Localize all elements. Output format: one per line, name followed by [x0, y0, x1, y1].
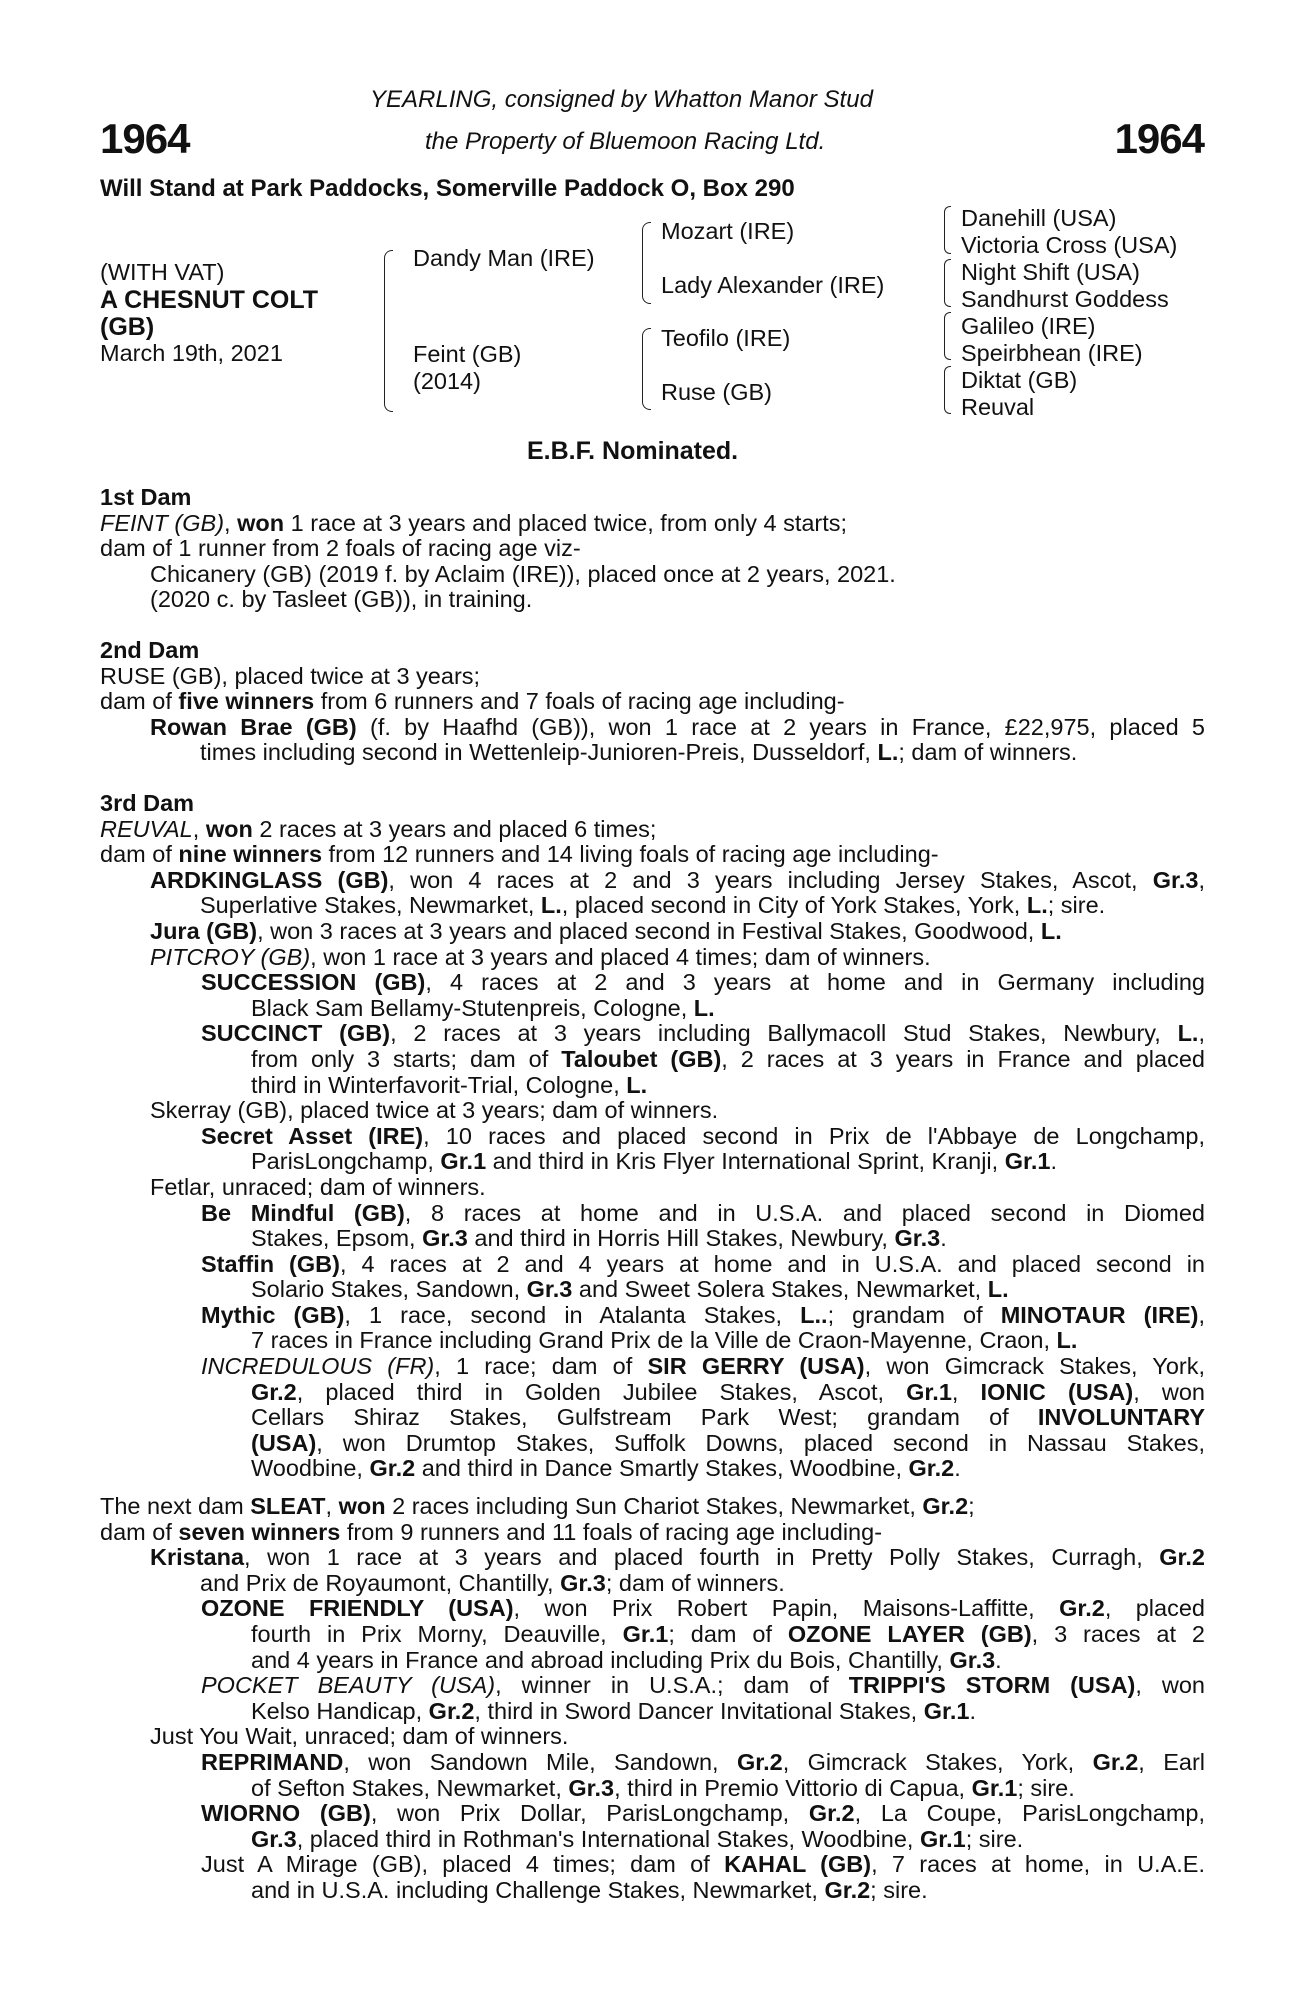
bold-text: Gr.1: [919, 1825, 966, 1852]
text-run: times including second in Wettenleip-Junioren-Preis, Dusseldorf,: [200, 739, 878, 766]
dam-line: [100, 1252, 1205, 1278]
bold-text: Gr.1: [1004, 1148, 1051, 1175]
text-run: from 9 runners and 11 foals of racing age including-: [340, 1518, 883, 1545]
text-run: .: [969, 1697, 976, 1724]
bold-text: L.: [1026, 892, 1048, 919]
text-run: , 4 races at 2 and 4 years at home and in U.S.A. and placed second in: [339, 1250, 1205, 1277]
bold-text: Gr.2: [908, 1455, 955, 1482]
bold-text: SUCCESSION (GB): [201, 969, 426, 996]
dam-line: [100, 511, 1205, 537]
text-run: 2 races at 3 years and placed 6 times;: [252, 815, 657, 842]
bold-text: SUCCINCT (GB): [201, 1020, 391, 1047]
pedigree-g2: Victoria Cross (USA): [961, 232, 1178, 258]
bold-text: Gr.1: [923, 1697, 970, 1724]
bold-text: Staffin (GB): [201, 1250, 340, 1277]
consignment-line-1: YEARLING, consigned by Whatton Manor Stud: [370, 86, 873, 113]
bold-text: L.: [1056, 1327, 1078, 1354]
text-run: and in U.S.A. including Challenge Stakes, Newmarket,: [251, 1876, 825, 1903]
text-run: Just You Wait, unraced; dam of winners.: [150, 1723, 569, 1750]
dam-line: [100, 1750, 1205, 1776]
text-run: from 12 runners and 14 living foals of racing age including-: [322, 841, 939, 868]
pedigree-g1: Danehill (USA): [961, 205, 1117, 231]
text-run: dam of: [100, 688, 179, 715]
text-run: ,: [224, 509, 238, 536]
text-run: 2 races including Sun Chariot Stakes, Newmarket,: [385, 1493, 923, 1519]
text-run: ,: [192, 815, 206, 842]
dam-line: [100, 945, 1205, 971]
dam-line: [100, 1098, 1205, 1124]
text-run: and third in Horris Hill Stakes, Newbury,: [467, 1225, 895, 1252]
pedigree-g4: Sandhurst Goddess: [961, 286, 1169, 312]
text-run: ; dam of: [668, 1620, 788, 1647]
bold-text: Gr.3: [422, 1225, 468, 1252]
text-run: , Earl: [1138, 1748, 1205, 1775]
text-run: , third in Sword Dancer Invitational Stakes,: [474, 1697, 924, 1724]
text-run: , won: [1133, 1378, 1205, 1405]
bold-text: Gr.3: [894, 1225, 941, 1252]
pedigree-sire: Dandy Man (IRE): [413, 245, 595, 271]
bold-text: Gr.3: [1152, 866, 1199, 893]
pedigree-dam: Feint (GB): [413, 341, 522, 367]
text-run: .: [954, 1455, 961, 1482]
text-run: ; sire.: [965, 1825, 1024, 1852]
bold-text: L.: [693, 994, 715, 1021]
text-run: ,: [951, 1378, 981, 1405]
text-run: (2020 c. by Tasleet (GB)), in training.: [150, 586, 533, 613]
text-run: from only 3 starts; dam of: [251, 1045, 562, 1072]
dam-line: [100, 1405, 1205, 1431]
dam-line: [100, 1878, 1205, 1904]
bold-text: L.: [540, 892, 562, 919]
text-run: and Sweet Solera Stakes, Newmarket,: [572, 1276, 988, 1303]
bold-text: SIR GERRY (USA): [647, 1353, 865, 1380]
italic-text: FEINT (GB): [100, 509, 225, 536]
text-run: ; sire.: [1047, 892, 1106, 919]
dam-line: [100, 893, 1205, 919]
dam-line: [100, 536, 1205, 562]
dam-line: [100, 1226, 1205, 1252]
text-run: Cellars Shiraz Stakes, Gulfstream Park West; grandam of: [251, 1404, 1038, 1431]
text-run: .: [1050, 1148, 1057, 1175]
text-run: Just A Mirage (GB), placed 4 times; dam of: [201, 1851, 725, 1878]
text-run: ,: [1198, 1301, 1205, 1328]
text-run: 1 race at 3 years and placed twice, from only 4 starts;: [284, 509, 848, 536]
dam-line: [100, 1622, 1205, 1648]
bold-text: Gr.2: [1092, 1748, 1139, 1775]
text-run: , 10 races and placed second in Prix de l'Abbaye de Longchamp,: [423, 1122, 1205, 1149]
bold-text: L.: [1040, 917, 1062, 944]
text-run: , placed third in Rothman's International Stakes, Woodbine,: [296, 1825, 920, 1852]
bold-text: Gr.2: [736, 1748, 783, 1775]
first-dam-section: [100, 485, 1205, 613]
text-run: .: [940, 1225, 947, 1252]
dam-line: [100, 1124, 1205, 1150]
text-run: ParisLongchamp,: [251, 1148, 441, 1175]
pedigree-g6: Speirbhean (IRE): [961, 340, 1143, 366]
text-run: ; grandam of: [827, 1301, 1001, 1328]
bold-text: L..: [800, 1301, 828, 1328]
bold-text: Gr.2: [808, 1800, 855, 1827]
dam-line: [100, 1776, 1205, 1802]
pedigree-brace-3a: [944, 206, 951, 254]
bold-text: Gr.2: [369, 1455, 416, 1482]
text-run: The next dam: [100, 1493, 251, 1519]
text-run: third in Winterfavorit-Trial, Cologne,: [251, 1071, 627, 1098]
bold-text: OZONE FRIENDLY (USA): [201, 1595, 514, 1622]
bold-text: REPRIMAND: [201, 1748, 344, 1775]
text-run: .: [995, 1646, 1002, 1673]
dam-line: [100, 1648, 1205, 1674]
second-dam-heading: 2nd Dam: [100, 637, 200, 663]
pedigree-g8: Reuval: [961, 394, 1035, 420]
dam-line: [100, 1354, 1205, 1380]
dam-line: [100, 740, 1205, 766]
italic-text: REUVAL: [100, 815, 193, 842]
third-dam-section: [100, 791, 1205, 1482]
text-run: Solario Stakes, Sandown,: [251, 1276, 527, 1303]
bold-text: Gr.1: [971, 1774, 1018, 1801]
text-run: (f. by Haafhd (GB)), won 1 race at 2 years in France, £22,975, placed 5: [356, 713, 1205, 740]
bold-text: Gr.2: [251, 1378, 297, 1405]
text-run: , won 4 races at 2 and 3 years including Jersey Stakes, Ascot,: [388, 866, 1153, 893]
pedigree-sire-dam: Lady Alexander (IRE): [661, 272, 885, 298]
bold-text: KAHAL (GB): [724, 1851, 872, 1878]
bold-text: L.: [877, 739, 899, 766]
dam-line: [100, 842, 1205, 868]
dam-line: [100, 1380, 1205, 1406]
text-run: Superlative Stakes, Newmarket,: [200, 892, 541, 919]
text-run: ; sire.: [1017, 1774, 1075, 1801]
text-run: dam of 1 runner from 2 foals of racing age viz-: [100, 535, 581, 562]
dam-line: [100, 1852, 1205, 1878]
text-run: , won Prix Dollar, ParisLongchamp,: [370, 1800, 809, 1827]
horse-country: (GB): [100, 313, 155, 341]
dam-line: [100, 1047, 1205, 1073]
bold-text: nine winners: [178, 841, 323, 868]
dam-line: [100, 1596, 1205, 1622]
text-run: , won Sandown Mile, Sandown,: [343, 1748, 737, 1775]
pedigree-brace-1: [384, 250, 393, 412]
bold-text: won: [338, 1493, 386, 1519]
dam-line: [100, 1201, 1205, 1227]
pedigree-brace-2a: [642, 222, 651, 304]
pedigree-brace-2b: [642, 328, 651, 410]
bold-text: Gr.2: [922, 1493, 969, 1519]
dam-line: [100, 1303, 1205, 1329]
bold-text: (USA): [251, 1429, 317, 1456]
pedigree-brace-3c: [944, 312, 951, 360]
text-run: ,: [325, 1493, 339, 1519]
text-run: , won: [1135, 1672, 1205, 1699]
text-run: and third in Dance Smartly Stakes, Woodbine,: [415, 1455, 909, 1482]
lot-number-right: 1964: [1114, 115, 1204, 162]
bold-text: L.: [1177, 1020, 1199, 1047]
dam-line: [100, 817, 1205, 843]
text-run: , 3 races at 2: [1031, 1620, 1205, 1647]
dam-line: [100, 1073, 1205, 1099]
text-run: Stakes, Epsom,: [251, 1225, 423, 1252]
bold-text: OZONE LAYER (GB): [787, 1620, 1032, 1647]
dam-line: [100, 1277, 1205, 1303]
dam-line: [100, 1456, 1205, 1482]
text-run: , 1 race; dam of: [434, 1353, 648, 1380]
vat-note: (WITH VAT): [100, 259, 225, 285]
dam-line: [100, 1494, 1205, 1520]
dam-line: [100, 1673, 1205, 1699]
first-dam-heading: 1st Dam: [100, 484, 192, 510]
bold-text: Mythic (GB): [201, 1301, 345, 1328]
text-run: , winner in U.S.A.; dam of: [495, 1672, 849, 1699]
dam-line: [100, 1175, 1205, 1201]
text-run: , won Drumtop Stakes, Suffolk Downs, placed second in Nassau Stakes,: [316, 1429, 1205, 1456]
bold-text: won: [237, 509, 285, 536]
dam-line: [100, 1149, 1205, 1175]
pedigree-g7: Diktat (GB): [961, 367, 1078, 393]
bold-text: Gr.1: [906, 1378, 952, 1405]
dam-line: [100, 1801, 1205, 1827]
text-run: ; dam of winners.: [605, 1569, 785, 1596]
bold-text: Gr.3: [949, 1646, 996, 1673]
bold-text: Gr.2: [1159, 1544, 1205, 1571]
text-run: ; dam of winners.: [898, 739, 1078, 766]
text-run: ,: [1198, 866, 1205, 893]
dam-line: [100, 689, 1205, 715]
third-dam-heading: 3rd Dam: [100, 790, 195, 816]
dam-line: [100, 664, 1205, 690]
dam-line: [100, 1571, 1205, 1597]
bold-text: won: [205, 815, 253, 842]
pedigree-brace-3d: [944, 366, 951, 414]
italic-text: POCKET BEAUTY (USA): [201, 1672, 496, 1699]
text-run: 7 races in France including Grand Prix de la Ville de Craon-Mayenne, Craon,: [251, 1327, 1057, 1354]
dam-line: [100, 1431, 1205, 1457]
bold-text: Gr.3: [560, 1569, 606, 1596]
bold-text: INVOLUNTARY: [1037, 1404, 1205, 1431]
text-run: of Sefton Stakes, Newmarket,: [251, 1774, 569, 1801]
bold-text: Gr.3: [251, 1825, 297, 1852]
bold-text: TRIPPI'S STORM (USA): [848, 1672, 1136, 1699]
bold-text: Gr.1: [622, 1620, 669, 1647]
bold-text: Gr.2: [824, 1876, 871, 1903]
text-run: Woodbine,: [251, 1455, 370, 1482]
dam-line: [100, 1699, 1205, 1725]
pedigree-brace-3b: [944, 259, 951, 307]
text-run: Chicanery (GB) (2019 f. by Aclaim (IRE)), placed once at 2 years, 2021.: [150, 560, 896, 587]
text-run: , won Gimcrack Stakes, York,: [864, 1353, 1205, 1380]
foaling-date: March 19th, 2021: [100, 340, 283, 366]
bold-text: Secret Asset (IRE): [201, 1122, 424, 1149]
second-dam-section: [100, 638, 1205, 766]
dam-line: [100, 1328, 1205, 1354]
text-run: , placed third in Golden Jubilee Stakes, Ascot,: [296, 1378, 907, 1405]
text-run: , placed: [1104, 1595, 1205, 1622]
text-run: , Gimcrack Stakes, York,: [782, 1748, 1093, 1775]
text-run: , 8 races at home and in U.S.A. and placed second in Diomed: [404, 1199, 1205, 1226]
text-run: , won 3 races at 3 years and placed second in Festival Stakes, Goodwood,: [257, 917, 1041, 944]
dam-line: [100, 1827, 1205, 1853]
lot-number-left: 1964: [100, 115, 190, 162]
italic-text: INCREDULOUS (FR): [201, 1353, 435, 1380]
bold-text: Gr.3: [526, 1276, 573, 1303]
dam-line: [100, 562, 1205, 588]
dam-line: [100, 919, 1205, 945]
bold-text: Jura (GB): [150, 917, 258, 944]
bold-text: WIORNO (GB): [201, 1800, 371, 1827]
bold-text: Rowan Brae (GB): [150, 713, 357, 740]
text-run: , third in Premio Vittorio di Capua,: [614, 1774, 972, 1801]
text-run: dam of: [100, 1518, 179, 1545]
consignment-line-2: the Property of Bluemoon Racing Ltd.: [425, 128, 826, 155]
dam-line: [100, 1724, 1205, 1750]
text-run: ; sire.: [870, 1876, 928, 1903]
bold-text: IONIC (USA): [980, 1378, 1134, 1405]
text-run: , won 1 race at 3 years and placed fourth in Pretty Polly Stakes, Curragh,: [244, 1544, 1160, 1571]
bold-text: seven winners: [178, 1518, 341, 1545]
text-run: fourth in Prix Morny, Deauville,: [251, 1620, 623, 1647]
dam-line: [100, 1545, 1205, 1571]
text-run: , placed second in City of York Stakes, York,: [561, 892, 1027, 919]
text-run: dam of: [100, 841, 179, 868]
text-run: , 1 race, second in Atalanta Stakes,: [344, 1301, 801, 1328]
dam-line: [100, 1021, 1205, 1047]
text-run: , 2 races at 3 years including Ballymacoll Stud Stakes, Newbury,: [390, 1020, 1178, 1047]
text-run: Kelso Handicap,: [251, 1697, 429, 1724]
dam-line: [100, 587, 1205, 613]
stabling-line: Will Stand at Park Paddocks, Somerville Paddock O, Box 290: [100, 175, 795, 202]
pedigree-dam-sire: Teofilo (IRE): [661, 325, 791, 351]
text-run: , won Prix Robert Papin, Maisons-Laffitte,: [513, 1595, 1060, 1622]
text-run: ,: [1198, 1020, 1205, 1047]
dam-line: [100, 970, 1205, 996]
text-run: RUSE (GB), placed twice at 3 years;: [100, 662, 481, 689]
bold-text: Gr.1: [440, 1148, 487, 1175]
bold-text: SLEAT: [250, 1493, 326, 1519]
pedigree-g5: Galileo (IRE): [961, 313, 1096, 339]
bold-text: ARDKINGLASS (GB): [150, 866, 389, 893]
text-run: from 6 runners and 7 foals of racing age including-: [314, 688, 845, 715]
ebf-nominated: E.B.F. Nominated.: [527, 437, 739, 465]
bold-text: Taloubet (GB): [561, 1045, 722, 1072]
text-run: Fetlar, unraced; dam of winners.: [150, 1173, 486, 1200]
horse-name: A CHESNUT COLT: [100, 286, 319, 314]
dam-line: [100, 868, 1205, 894]
pedigree-dam-year: (2014): [413, 368, 481, 394]
text-run: Black Sam Bellamy-Stutenpreis, Cologne,: [251, 994, 694, 1021]
bold-text: MINOTAUR (IRE): [1000, 1301, 1199, 1328]
text-run: , La Coupe, ParisLongchamp,: [854, 1800, 1206, 1827]
bold-text: L.: [626, 1071, 648, 1098]
bold-text: Gr.2: [428, 1697, 475, 1724]
text-run: ;: [968, 1493, 975, 1519]
italic-text: PITCROY (GB): [150, 943, 311, 970]
pedigree-sire-sire: Mozart (IRE): [661, 218, 795, 244]
text-run: , won 1 race at 3 years and placed 4 times; dam of winners.: [310, 943, 931, 970]
bold-text: Kristana: [150, 1544, 245, 1571]
bold-text: L.: [987, 1276, 1009, 1303]
bold-text: Gr.2: [1059, 1595, 1105, 1622]
dam-line: [100, 1520, 1205, 1546]
text-run: and 4 years in France and abroad including Prix du Bois, Chantilly,: [251, 1646, 950, 1673]
text-run: , 4 races at 2 and 3 years at home and in Germany including: [425, 969, 1205, 996]
text-run: and Prix de Royaumont, Chantilly,: [200, 1569, 561, 1596]
text-run: , 7 races at home, in U.A.E.: [871, 1851, 1205, 1878]
text-run: , 2 races at 3 years in France and placed: [721, 1045, 1205, 1072]
text-run: and third in Kris Flyer International Sprint, Kranji,: [486, 1148, 1005, 1175]
dam-line: [100, 996, 1205, 1022]
next-dam-section: [100, 1494, 1205, 1904]
pedigree-dam-dam: Ruse (GB): [661, 379, 772, 405]
bold-text: Gr.3: [568, 1774, 615, 1801]
bold-text: Be Mindful (GB): [201, 1199, 405, 1226]
pedigree-g3: Night Shift (USA): [961, 259, 1140, 285]
bold-text: five winners: [178, 688, 315, 715]
text-run: Skerray (GB), placed twice at 3 years; dam of winners.: [150, 1097, 719, 1124]
dam-line: [100, 715, 1205, 741]
